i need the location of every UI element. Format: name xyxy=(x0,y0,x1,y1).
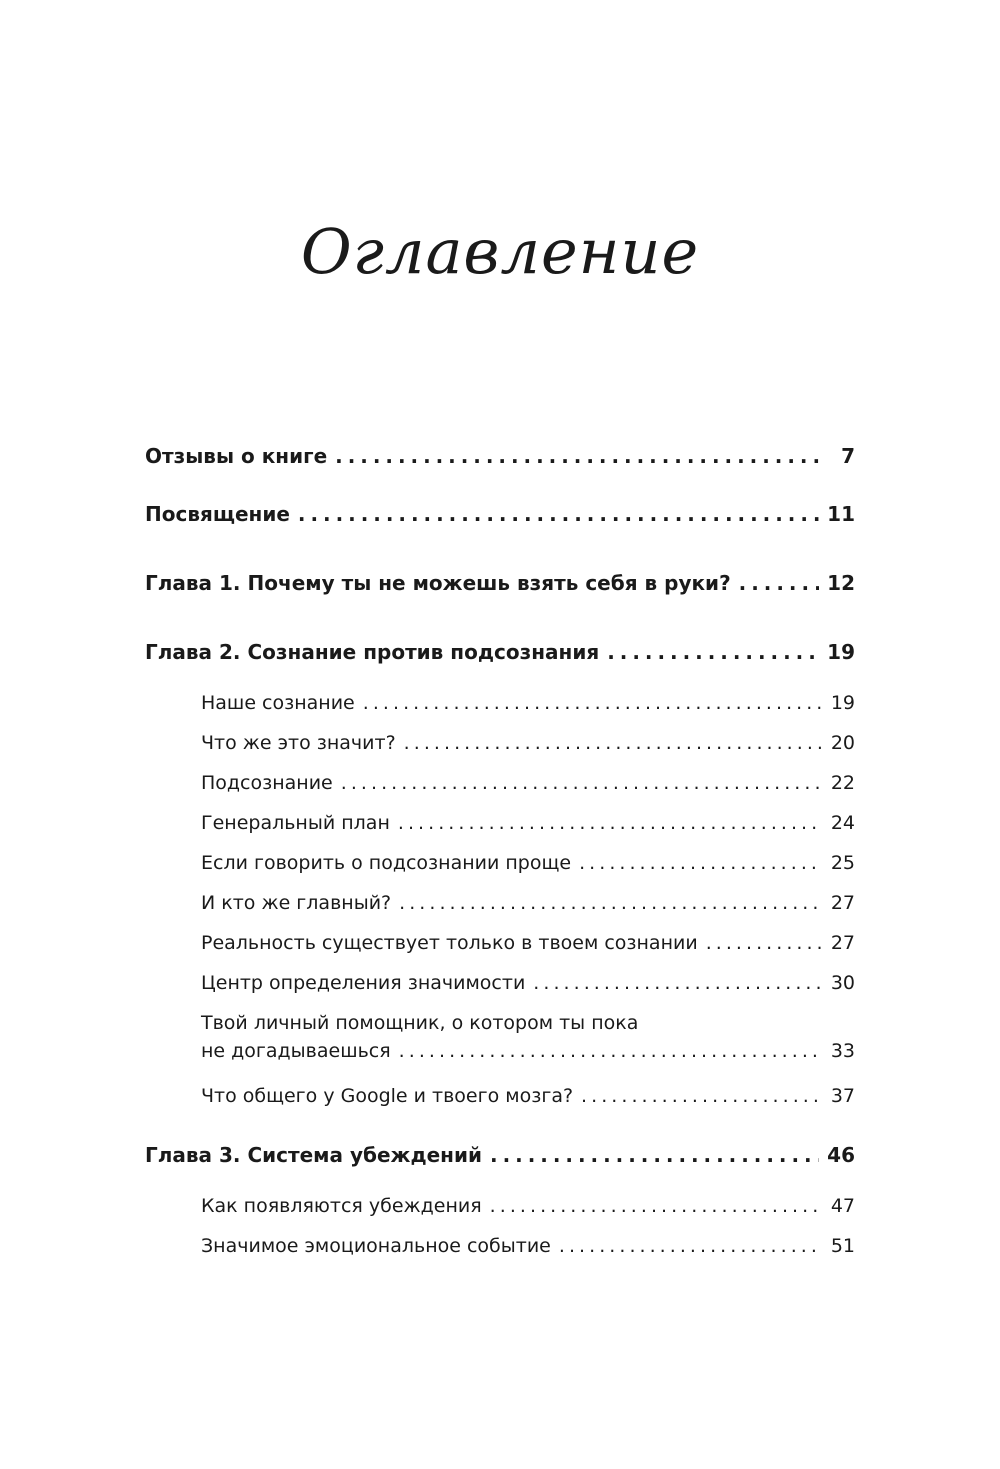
toc-entry-page: 12 xyxy=(827,571,855,595)
leader-dots xyxy=(559,1235,823,1257)
toc-entry-label: Посвящение xyxy=(145,502,290,526)
leader-dots xyxy=(398,812,823,834)
toc-entry-page: 11 xyxy=(827,502,855,526)
toc-entry-page: 30 xyxy=(830,972,855,994)
leader-dots xyxy=(581,1085,823,1107)
toc-entry-label: Что же это значит? xyxy=(201,732,396,754)
toc-entry-label: Твой личный помощник, о котором ты пока xyxy=(201,1012,639,1034)
leader-dots xyxy=(298,502,819,526)
toc-entry-dedication[interactable] xyxy=(145,502,855,526)
toc-entry-page: 47 xyxy=(830,1195,855,1217)
toc-entry-section[interactable] xyxy=(201,1012,855,1062)
toc-entry-page: 27 xyxy=(830,932,855,954)
leader-dots xyxy=(533,972,823,994)
toc-entry-section[interactable] xyxy=(201,812,855,834)
toc-entry-page: 24 xyxy=(830,812,855,834)
toc-entry-label: Реальность существует только в твоем сознании xyxy=(201,932,698,954)
toc-entry-page: 22 xyxy=(830,772,855,794)
leader-dots xyxy=(399,1040,823,1062)
leader-dots xyxy=(607,640,819,664)
toc-entry-page: 19 xyxy=(830,692,855,714)
toc-entry-label-continued: не догадываешься xyxy=(201,1040,391,1062)
toc-entry-chapter-1[interactable] xyxy=(145,571,855,595)
leader-dots xyxy=(490,1195,823,1217)
toc-entry-label: Глава 2. Сознание против подсознания xyxy=(145,640,600,664)
toc-entry-page: 51 xyxy=(830,1235,855,1257)
toc-entry-reviews[interactable] xyxy=(145,444,855,468)
leader-dots xyxy=(341,772,823,794)
toc-entry-section[interactable] xyxy=(201,932,855,954)
toc-entry-label: Отзывы о книге xyxy=(145,444,328,468)
toc-entry-label: Значимое эмоциональное событие xyxy=(201,1235,551,1257)
leader-dots xyxy=(490,1143,819,1167)
page-title: Оглавление xyxy=(300,215,700,288)
toc-entry-section[interactable] xyxy=(201,692,855,714)
toc-entry-label: И кто же главный? xyxy=(201,892,392,914)
toc-entry-label: Как появляются убеждения xyxy=(201,1195,482,1217)
toc-entry-page: 27 xyxy=(830,892,855,914)
toc-entry-section[interactable] xyxy=(201,1085,855,1107)
leader-dots xyxy=(579,852,823,874)
toc-entry-label: Что общего у Google и твоего мозга? xyxy=(201,1085,574,1107)
toc-entry-section[interactable] xyxy=(201,852,855,874)
leader-dots xyxy=(739,571,819,595)
leader-dots xyxy=(404,732,823,754)
toc-entry-section[interactable] xyxy=(201,772,855,794)
toc-entry-label: Глава 3. Система убеждений xyxy=(145,1143,483,1167)
toc-entry-page: 33 xyxy=(830,1040,855,1062)
toc-entry-page: 46 xyxy=(827,1143,855,1167)
toc-entry-section[interactable] xyxy=(201,1195,855,1217)
toc-entry-line2 xyxy=(201,1040,855,1062)
toc-entry-label: Генеральный план xyxy=(201,812,390,834)
toc-entry-label: Если говорить о подсознании проще xyxy=(201,852,572,874)
toc-entry-page: 37 xyxy=(830,1085,855,1107)
toc-entry-page: 25 xyxy=(830,852,855,874)
toc-entry-section[interactable] xyxy=(201,732,855,754)
leader-dots xyxy=(706,932,823,954)
toc-entry-section[interactable] xyxy=(201,1235,855,1257)
toc-entry-chapter-3[interactable] xyxy=(145,1143,855,1167)
leader-dots xyxy=(399,892,823,914)
toc-entry-label: Подсознание xyxy=(201,772,333,794)
toc-entry-page: 19 xyxy=(827,640,855,664)
toc-entry-page: 20 xyxy=(830,732,855,754)
toc-entry-label: Глава 1. Почему ты не можешь взять себя в руки? xyxy=(145,571,731,595)
toc-entry-chapter-2[interactable] xyxy=(145,640,855,664)
toc-entry-label: Наше сознание xyxy=(201,692,355,714)
toc-entry-page: 7 xyxy=(841,444,855,468)
toc-entry-section[interactable] xyxy=(201,892,855,914)
toc-entry-label: Центр определения значимости xyxy=(201,972,526,994)
toc-entry-section[interactable] xyxy=(201,972,855,994)
leader-dots xyxy=(335,444,823,468)
leader-dots xyxy=(363,692,823,714)
